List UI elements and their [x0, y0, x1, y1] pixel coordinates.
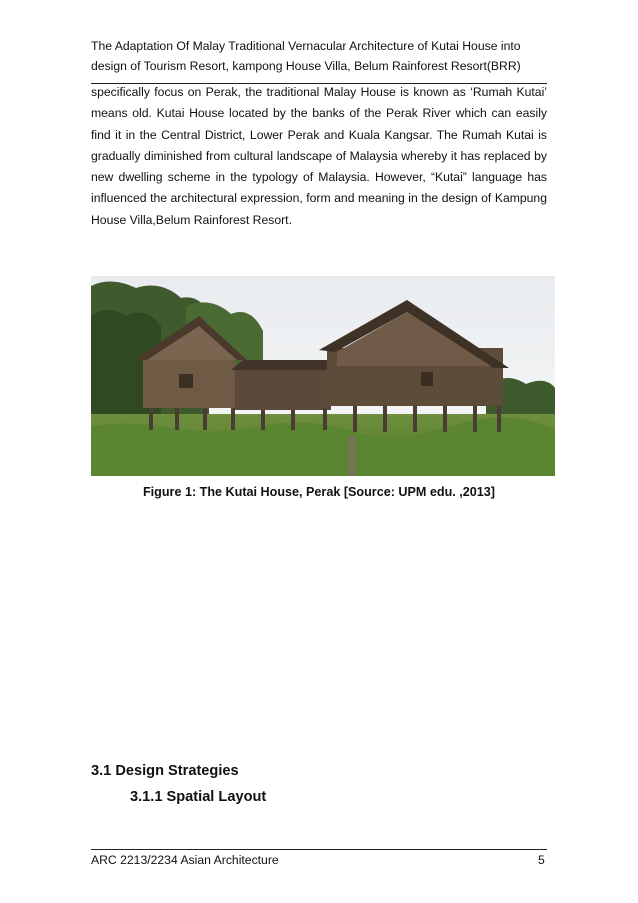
- header-line-2: design of Tourism Resort, kampong House Villa, Belum Rainforest Resort(BRR): [91, 59, 521, 73]
- subsection-heading: 3.1.1 Spatial Layout: [130, 789, 267, 805]
- page-number: 5: [538, 853, 545, 867]
- running-header: [91, 36, 551, 76]
- kutai-house-photo: [91, 276, 555, 476]
- figure-caption: Figure 1: The Kutai House, Perak [Source: UPM edu. ,2013]: [142, 485, 495, 499]
- header-line-1: The Adaptation Of Malay Traditional Vernacular Architecture of Kutai House into: [91, 39, 521, 53]
- footer-course: ARC 2213/2234 Asian Architecture: [91, 853, 279, 867]
- body-paragraph: specifically focus on Perak, the traditional Malay House is known as ‘Rumah Kutai’ means old. Kutai House located by the banks of the Perak River which can easily find it in the Central District, Lower Perak and Kuala Kangsar. The Rumah Kutai is gradually diminished from cultural landscape of Malaysia whereby it has replaced by new dwelling scheme in the typology of Malaysia. However, “Kutai” language has influenced the architectural expression, form and meaning in the design of Kampung House Villa,Belum Rainforest Resort.: [91, 85, 547, 227]
- footer-divider: [91, 849, 547, 850]
- section-heading: 3.1 Design Strategies: [91, 763, 239, 779]
